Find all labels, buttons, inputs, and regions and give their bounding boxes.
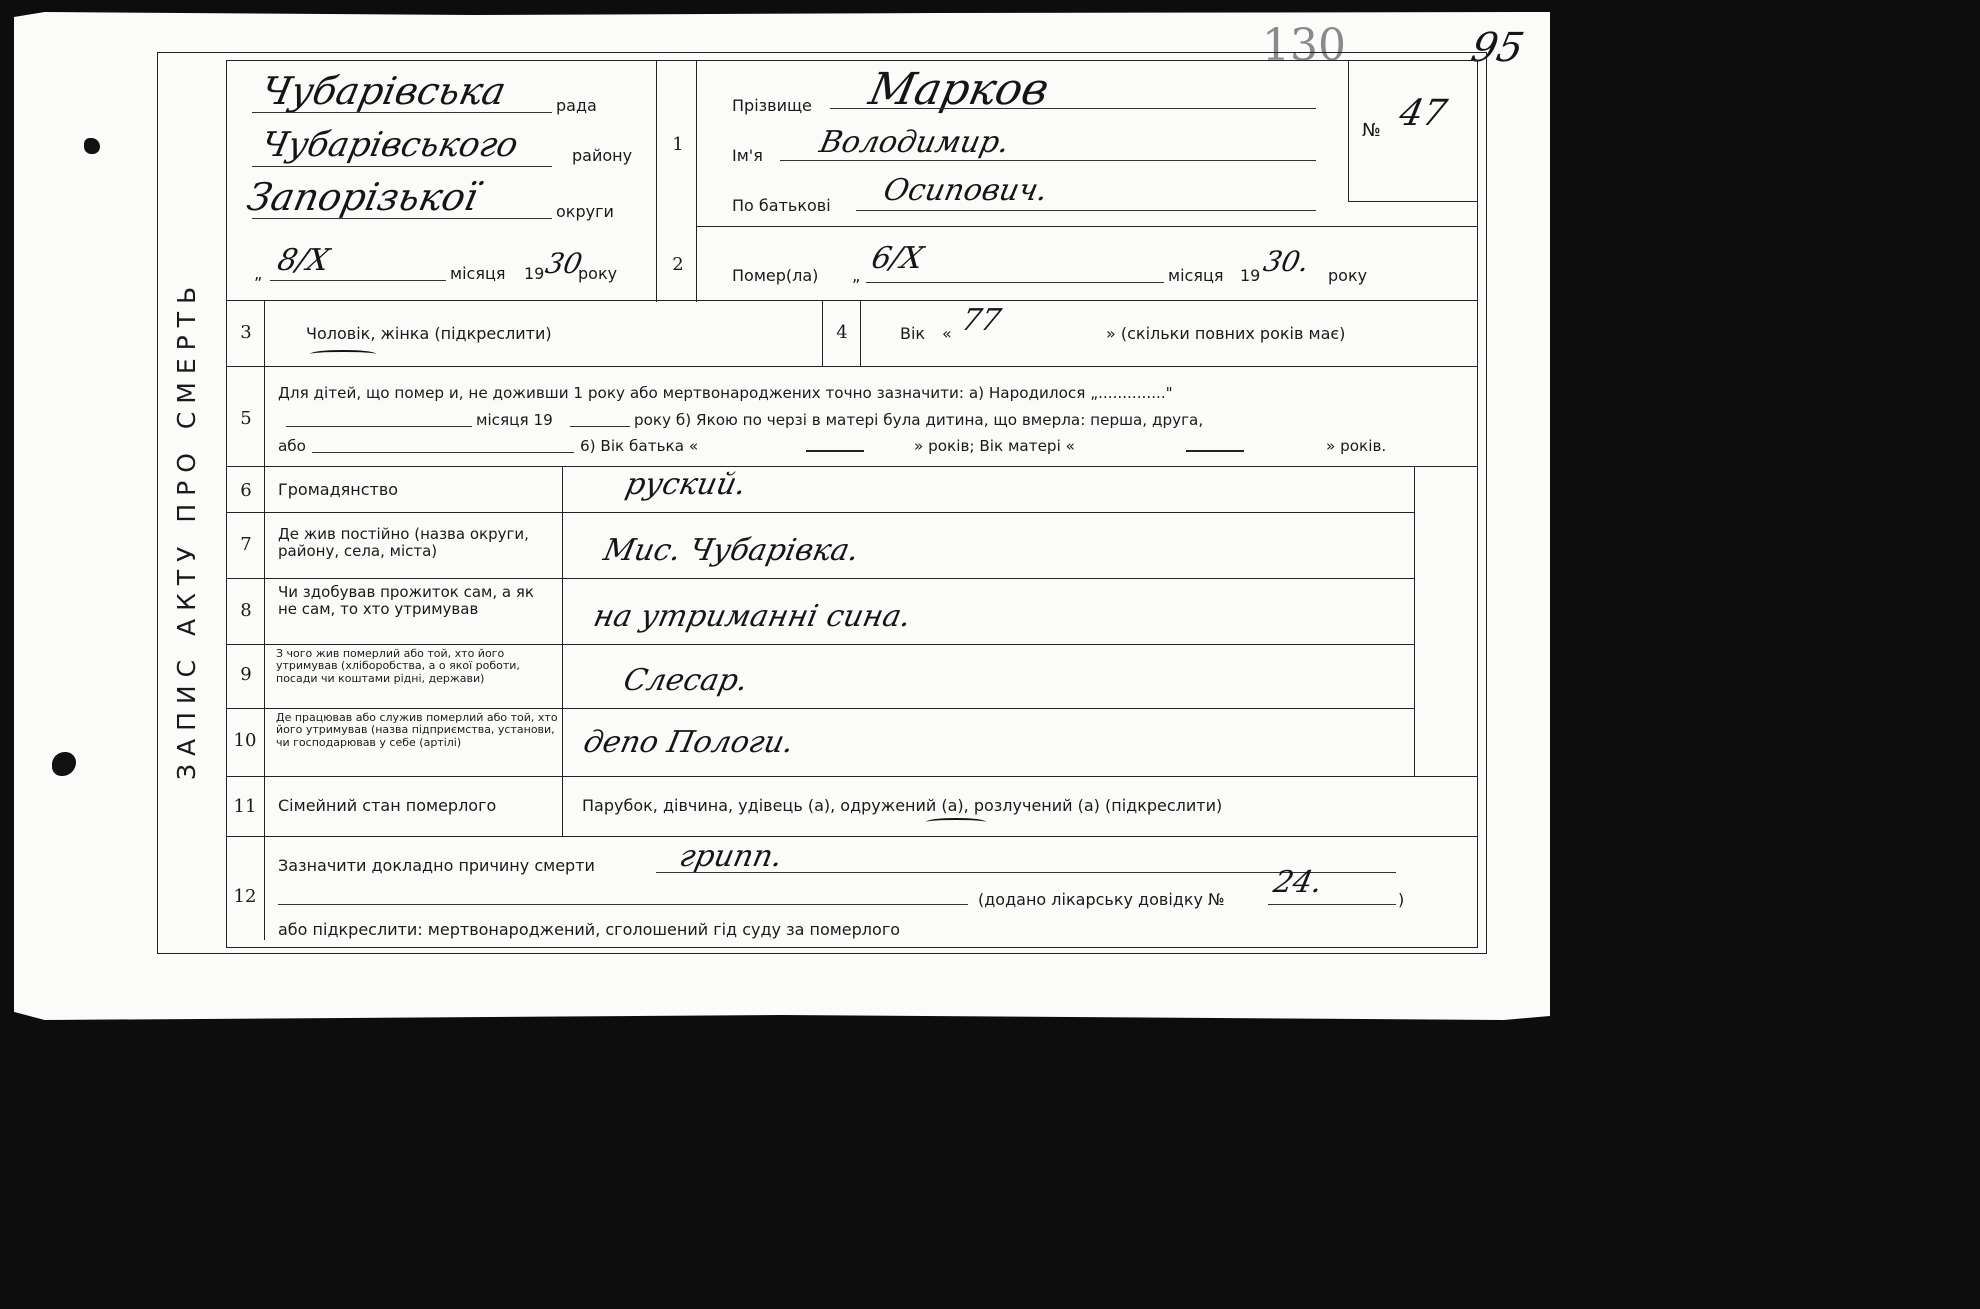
raion-label: району (572, 146, 633, 165)
marital-options: Парубок, дівчина, удівець (а), одружений (а), розлучений (а) (підкреслити) (582, 796, 1223, 815)
surname-value: Марков (864, 64, 1054, 115)
divider (860, 300, 861, 366)
raion-value: Чубарівського (257, 125, 522, 165)
divider (264, 300, 265, 940)
children-line-3c: » років; Вік матері « (914, 437, 1075, 455)
age-value: 77 (958, 303, 1005, 338)
divider (226, 578, 1414, 579)
death-year-prefix: 19 (1240, 266, 1261, 285)
underline (252, 166, 552, 167)
row-number-1: 1 (672, 134, 684, 155)
death-quote: „ (852, 266, 861, 285)
archive-stamp-number: 130 (1262, 20, 1346, 71)
first-name-value: Володимир. (816, 125, 1013, 160)
row-number-3: 3 (240, 322, 252, 343)
children-line-3b: 6) Вік батька « (580, 437, 699, 455)
underline (856, 210, 1316, 211)
citizenship-label: Громадянство (278, 480, 399, 499)
patronymic-label: По батькові (732, 196, 831, 215)
occupation-value: Слесар. (620, 663, 752, 698)
underline (278, 904, 968, 905)
certificate-label: (додано лікарську довідку № (978, 890, 1225, 909)
divider (226, 366, 1478, 367)
residence-label: Де жив постійно (назва округи, району, села, міста) (278, 525, 529, 560)
underline (780, 160, 1316, 161)
underline (252, 218, 552, 219)
children-line-3a: або (278, 437, 306, 455)
sex-underline-mark (310, 350, 376, 358)
underline (570, 426, 630, 427)
dash-mark (806, 450, 864, 452)
income-value: на утриманні сина. (590, 599, 915, 634)
surname-label: Прізвище (732, 96, 812, 115)
death-month-label: місяця (1168, 266, 1224, 285)
certificate-close: ) (1398, 890, 1405, 909)
row-number-2: 2 (672, 254, 684, 275)
rada-value: Чубарівська (257, 69, 510, 113)
divider (226, 512, 1414, 513)
divider (226, 836, 1478, 837)
death-year-label: року (1328, 266, 1368, 285)
row-number-6: 6 (240, 480, 252, 501)
row-number-4: 4 (836, 322, 848, 343)
divider (226, 708, 1414, 709)
children-line-2b: року б) Якою по черзі в матері була дитина, що вмерла: перша, друга, (634, 411, 1204, 429)
divider (226, 644, 1414, 645)
underline (866, 282, 1164, 283)
sex-label: Чоловік, жінка (підкреслити) (306, 324, 552, 343)
row-number-10: 10 (233, 730, 257, 751)
underline (252, 112, 552, 113)
first-name-label: Ім'я (732, 146, 763, 165)
record-month-label: місяця (450, 264, 506, 283)
marital-label: Сімейний стан померлого (278, 796, 497, 815)
rada-label: рада (556, 96, 597, 115)
divider (656, 60, 657, 302)
row-number-8: 8 (240, 600, 252, 621)
residence-value: Мис. Чубарівка. (600, 533, 863, 568)
dash-mark (1186, 450, 1244, 452)
divider (226, 466, 1478, 467)
divider (226, 776, 1478, 777)
income-label: Чи здобував прожиток сам, а як не сам, то хто утримував (278, 583, 534, 618)
workplace-label: Де працював або служив померлий або той, хто його утримував (назва підприємства, установи, чи господарював у себе (артілі) (276, 711, 558, 749)
cause-footer: або підкреслити: мертвонароджений, сголошений гід суду за померлого (278, 920, 901, 939)
underline (270, 280, 446, 281)
divider (1414, 466, 1415, 776)
age-suffix: » (скільки повних років має) (1106, 324, 1346, 343)
death-day-value: 6/Х (868, 241, 927, 276)
death-label: Помер(ла) (732, 266, 819, 285)
cause-value: грипп. (676, 839, 786, 874)
underline (1268, 904, 1396, 905)
underline (312, 452, 574, 453)
okruha-label: округи (556, 202, 614, 221)
divider (562, 466, 563, 836)
divider (696, 226, 1478, 227)
workplace-value: депо Пологи. (580, 725, 797, 760)
record-year-label: року (578, 264, 618, 283)
children-line-2a: місяця 19 (476, 411, 553, 429)
age-quote: « (942, 324, 952, 343)
okruha-value: Запорізької (243, 175, 482, 219)
page-number: 95 (1467, 25, 1528, 71)
row-number-7: 7 (240, 534, 252, 555)
patronymic-value: Осипович. (880, 173, 1051, 208)
punch-hole-top (84, 138, 100, 154)
citizenship-value: руский. (622, 467, 750, 502)
record-year-prefix: 19 (524, 264, 545, 283)
children-line-3d: » років. (1326, 437, 1387, 455)
underline (286, 426, 472, 427)
form-title: ЗАПИС АКТУ ПРО СМЕРТЬ (172, 278, 201, 780)
cause-label: Зазначити докладно причину смерти (278, 856, 595, 875)
record-date-day: 8/Х (274, 243, 333, 278)
divider (822, 300, 823, 366)
date-quote: „ (254, 264, 263, 283)
record-number-value: 47 (1395, 93, 1451, 134)
row-number-11: 11 (233, 796, 257, 817)
underline (830, 108, 1316, 109)
row-number-12: 12 (233, 886, 257, 907)
row-number-9: 9 (240, 664, 252, 685)
record-number-label: № (1362, 120, 1381, 141)
record-year-value: 30 (542, 247, 586, 280)
children-line-1: Для дітей, що помер и, не доживши 1 року або мертвонароджених точно зазначити: а) Народилося „.............." (278, 384, 1173, 402)
certificate-number: 24. (1270, 865, 1326, 900)
occupation-label: З чого жив померлий або той, хто його утримував (хліборобства, а о якої роботи, посади чи коштами рідні, держави) (276, 647, 520, 685)
marital-underline-mark (926, 818, 986, 826)
divider (696, 60, 697, 302)
divider (226, 300, 1478, 301)
age-label: Вік (900, 324, 926, 343)
row-number-5: 5 (240, 408, 252, 429)
death-year-value: 30. (1260, 245, 1313, 278)
